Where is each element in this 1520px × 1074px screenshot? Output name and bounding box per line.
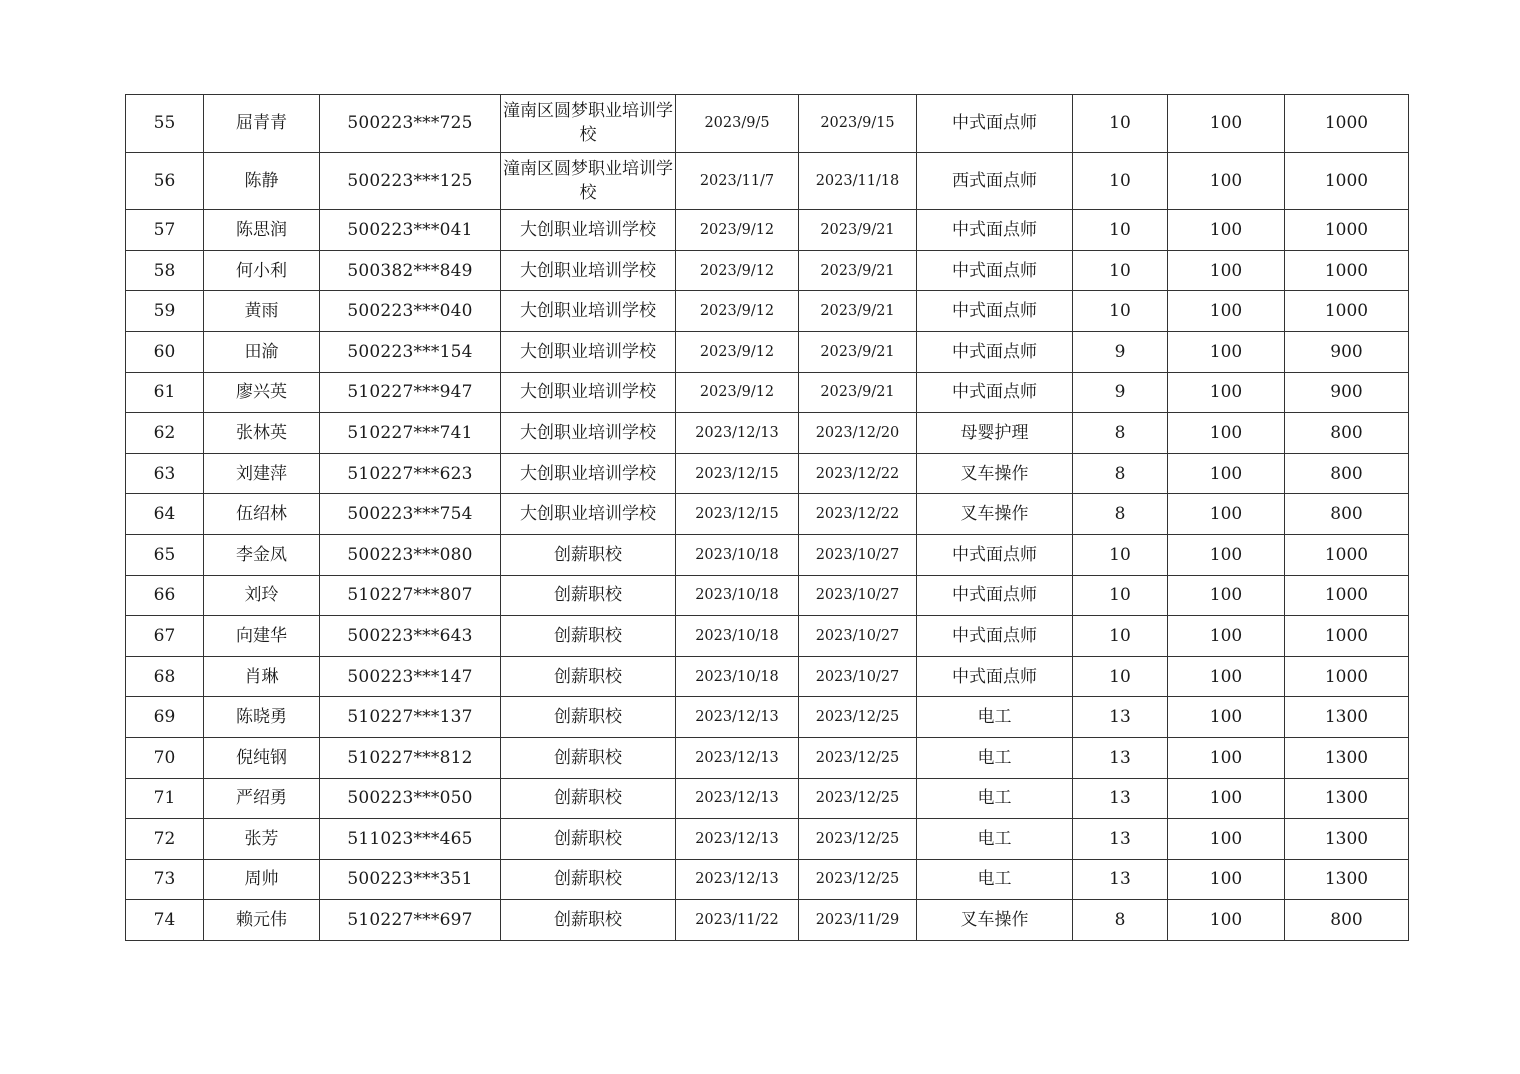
end-date-cell: 2023/10/27 <box>799 616 917 657</box>
table-body <box>126 95 1409 941</box>
amount-cell: 1300 <box>1285 697 1409 738</box>
table-row <box>126 331 1409 372</box>
name-cell: 何小利 <box>204 250 320 291</box>
course-cell: 电工 <box>917 697 1073 738</box>
start-date-cell: 2023/9/12 <box>676 291 799 332</box>
start-date-cell: 2023/9/12 <box>676 331 799 372</box>
end-date-cell: 2023/12/22 <box>799 453 917 494</box>
end-date-cell: 2023/9/21 <box>799 331 917 372</box>
course-cell: 中式面点师 <box>917 250 1073 291</box>
name-cell: 李金凤 <box>204 534 320 575</box>
id-number-cell: 500223***080 <box>320 534 501 575</box>
school-cell: 创薪职校 <box>501 819 676 860</box>
end-date-cell: 2023/9/21 <box>799 210 917 251</box>
end-date-cell: 2023/12/22 <box>799 494 917 535</box>
name-cell: 倪纯钢 <box>204 737 320 778</box>
name-cell: 黄雨 <box>204 291 320 332</box>
days-cell: 13 <box>1073 778 1168 819</box>
rate-cell: 100 <box>1168 210 1285 251</box>
rate-cell: 100 <box>1168 95 1285 153</box>
amount-cell: 1000 <box>1285 575 1409 616</box>
table-row <box>126 210 1409 251</box>
amount-cell: 1300 <box>1285 819 1409 860</box>
amount-cell: 1000 <box>1285 291 1409 332</box>
days-cell: 10 <box>1073 210 1168 251</box>
end-date-cell: 2023/12/20 <box>799 413 917 454</box>
row-number-cell: 66 <box>126 575 204 616</box>
start-date-cell: 2023/11/7 <box>676 152 799 210</box>
course-cell: 叉车操作 <box>917 453 1073 494</box>
school-cell: 创薪职校 <box>501 697 676 738</box>
row-number-cell: 60 <box>126 331 204 372</box>
end-date-cell: 2023/9/21 <box>799 250 917 291</box>
name-cell: 肖琳 <box>204 656 320 697</box>
table-row <box>126 494 1409 535</box>
id-number-cell: 510227***137 <box>320 697 501 738</box>
rate-cell: 100 <box>1168 778 1285 819</box>
start-date-cell: 2023/12/13 <box>676 778 799 819</box>
name-cell: 陈思润 <box>204 210 320 251</box>
amount-cell: 900 <box>1285 331 1409 372</box>
id-number-cell: 510227***812 <box>320 737 501 778</box>
end-date-cell: 2023/9/21 <box>799 291 917 332</box>
end-date-cell: 2023/12/25 <box>799 697 917 738</box>
end-date-cell: 2023/10/27 <box>799 534 917 575</box>
end-date-cell: 2023/11/18 <box>799 152 917 210</box>
start-date-cell: 2023/12/15 <box>676 453 799 494</box>
table-row <box>126 656 1409 697</box>
row-number-cell: 58 <box>126 250 204 291</box>
start-date-cell: 2023/9/12 <box>676 210 799 251</box>
name-cell: 向建华 <box>204 616 320 657</box>
school-cell: 创薪职校 <box>501 737 676 778</box>
name-cell: 严绍勇 <box>204 778 320 819</box>
id-number-cell: 500223***351 <box>320 859 501 900</box>
rate-cell: 100 <box>1168 250 1285 291</box>
name-cell: 周帅 <box>204 859 320 900</box>
name-cell: 廖兴英 <box>204 372 320 413</box>
name-cell: 陈静 <box>204 152 320 210</box>
school-cell: 大创职业培训学校 <box>501 372 676 413</box>
end-date-cell: 2023/12/25 <box>799 819 917 860</box>
school-cell: 创薪职校 <box>501 900 676 941</box>
start-date-cell: 2023/9/12 <box>676 250 799 291</box>
end-date-cell: 2023/12/25 <box>799 778 917 819</box>
name-cell: 屈青青 <box>204 95 320 153</box>
start-date-cell: 2023/10/18 <box>676 575 799 616</box>
course-cell: 电工 <box>917 859 1073 900</box>
school-cell: 创薪职校 <box>501 575 676 616</box>
start-date-cell: 2023/12/13 <box>676 697 799 738</box>
amount-cell: 800 <box>1285 900 1409 941</box>
days-cell: 10 <box>1073 250 1168 291</box>
name-cell: 张林英 <box>204 413 320 454</box>
rate-cell: 100 <box>1168 859 1285 900</box>
id-number-cell: 500223***050 <box>320 778 501 819</box>
rate-cell: 100 <box>1168 616 1285 657</box>
school-cell: 潼南区圆梦职业培训学校 <box>501 152 676 210</box>
start-date-cell: 2023/10/18 <box>676 656 799 697</box>
row-number-cell: 63 <box>126 453 204 494</box>
rate-cell: 100 <box>1168 737 1285 778</box>
rate-cell: 100 <box>1168 372 1285 413</box>
row-number-cell: 57 <box>126 210 204 251</box>
row-number-cell: 73 <box>126 859 204 900</box>
id-number-cell: 500223***147 <box>320 656 501 697</box>
days-cell: 10 <box>1073 616 1168 657</box>
table-row <box>126 291 1409 332</box>
rate-cell: 100 <box>1168 697 1285 738</box>
end-date-cell: 2023/12/25 <box>799 859 917 900</box>
rate-cell: 100 <box>1168 534 1285 575</box>
row-number-cell: 55 <box>126 95 204 153</box>
id-number-cell: 500382***849 <box>320 250 501 291</box>
id-number-cell: 510227***623 <box>320 453 501 494</box>
start-date-cell: 2023/12/13 <box>676 413 799 454</box>
days-cell: 8 <box>1073 453 1168 494</box>
amount-cell: 800 <box>1285 413 1409 454</box>
school-cell: 大创职业培训学校 <box>501 494 676 535</box>
rate-cell: 100 <box>1168 331 1285 372</box>
course-cell: 叉车操作 <box>917 494 1073 535</box>
id-number-cell: 510227***697 <box>320 900 501 941</box>
amount-cell: 1000 <box>1285 95 1409 153</box>
days-cell: 8 <box>1073 413 1168 454</box>
id-number-cell: 500223***040 <box>320 291 501 332</box>
days-cell: 8 <box>1073 494 1168 535</box>
course-cell: 中式面点师 <box>917 291 1073 332</box>
course-cell: 电工 <box>917 819 1073 860</box>
id-number-cell: 500223***125 <box>320 152 501 210</box>
table-row <box>126 575 1409 616</box>
amount-cell: 1300 <box>1285 859 1409 900</box>
id-number-cell: 510227***947 <box>320 372 501 413</box>
course-cell: 电工 <box>917 778 1073 819</box>
days-cell: 10 <box>1073 291 1168 332</box>
days-cell: 9 <box>1073 331 1168 372</box>
row-number-cell: 56 <box>126 152 204 210</box>
school-cell: 大创职业培训学校 <box>501 291 676 332</box>
start-date-cell: 2023/9/5 <box>676 95 799 153</box>
table-row <box>126 152 1409 210</box>
trainee-subsidy-table <box>125 94 1409 941</box>
amount-cell: 1300 <box>1285 778 1409 819</box>
table-row <box>126 250 1409 291</box>
school-cell: 大创职业培训学校 <box>501 250 676 291</box>
days-cell: 13 <box>1073 859 1168 900</box>
table-row <box>126 413 1409 454</box>
table-row <box>126 616 1409 657</box>
course-cell: 中式面点师 <box>917 656 1073 697</box>
start-date-cell: 2023/12/15 <box>676 494 799 535</box>
school-cell: 创薪职校 <box>501 616 676 657</box>
end-date-cell: 2023/9/15 <box>799 95 917 153</box>
table-row <box>126 819 1409 860</box>
row-number-cell: 68 <box>126 656 204 697</box>
course-cell: 中式面点师 <box>917 372 1073 413</box>
rate-cell: 100 <box>1168 413 1285 454</box>
amount-cell: 1300 <box>1285 737 1409 778</box>
course-cell: 电工 <box>917 737 1073 778</box>
rate-cell: 100 <box>1168 291 1285 332</box>
days-cell: 10 <box>1073 656 1168 697</box>
days-cell: 13 <box>1073 737 1168 778</box>
amount-cell: 1000 <box>1285 152 1409 210</box>
school-cell: 创薪职校 <box>501 534 676 575</box>
row-number-cell: 64 <box>126 494 204 535</box>
start-date-cell: 2023/10/18 <box>676 534 799 575</box>
row-number-cell: 62 <box>126 413 204 454</box>
table-row <box>126 737 1409 778</box>
amount-cell: 1000 <box>1285 534 1409 575</box>
id-number-cell: 500223***041 <box>320 210 501 251</box>
table-row <box>126 95 1409 153</box>
amount-cell: 1000 <box>1285 656 1409 697</box>
start-date-cell: 2023/10/18 <box>676 616 799 657</box>
id-number-cell: 500223***754 <box>320 494 501 535</box>
days-cell: 13 <box>1073 819 1168 860</box>
school-cell: 潼南区圆梦职业培训学校 <box>501 95 676 153</box>
row-number-cell: 72 <box>126 819 204 860</box>
amount-cell: 1000 <box>1285 250 1409 291</box>
course-cell: 中式面点师 <box>917 616 1073 657</box>
row-number-cell: 74 <box>126 900 204 941</box>
start-date-cell: 2023/12/13 <box>676 819 799 860</box>
name-cell: 伍绍林 <box>204 494 320 535</box>
end-date-cell: 2023/9/21 <box>799 372 917 413</box>
table-row <box>126 900 1409 941</box>
row-number-cell: 70 <box>126 737 204 778</box>
days-cell: 9 <box>1073 372 1168 413</box>
table-row <box>126 534 1409 575</box>
school-cell: 大创职业培训学校 <box>501 413 676 454</box>
end-date-cell: 2023/10/27 <box>799 575 917 616</box>
id-number-cell: 500223***725 <box>320 95 501 153</box>
days-cell: 10 <box>1073 575 1168 616</box>
end-date-cell: 2023/11/29 <box>799 900 917 941</box>
name-cell: 刘建萍 <box>204 453 320 494</box>
name-cell: 赖元伟 <box>204 900 320 941</box>
rate-cell: 100 <box>1168 453 1285 494</box>
name-cell: 陈晓勇 <box>204 697 320 738</box>
school-cell: 大创职业培训学校 <box>501 453 676 494</box>
row-number-cell: 71 <box>126 778 204 819</box>
school-cell: 创薪职校 <box>501 859 676 900</box>
rate-cell: 100 <box>1168 494 1285 535</box>
rate-cell: 100 <box>1168 575 1285 616</box>
table-row <box>126 697 1409 738</box>
rate-cell: 100 <box>1168 152 1285 210</box>
table-row <box>126 778 1409 819</box>
amount-cell: 800 <box>1285 453 1409 494</box>
table-row <box>126 372 1409 413</box>
row-number-cell: 69 <box>126 697 204 738</box>
start-date-cell: 2023/11/22 <box>676 900 799 941</box>
row-number-cell: 67 <box>126 616 204 657</box>
school-cell: 创薪职校 <box>501 778 676 819</box>
start-date-cell: 2023/12/13 <box>676 859 799 900</box>
rate-cell: 100 <box>1168 656 1285 697</box>
course-cell: 中式面点师 <box>917 331 1073 372</box>
start-date-cell: 2023/9/12 <box>676 372 799 413</box>
course-cell: 中式面点师 <box>917 210 1073 251</box>
name-cell: 田渝 <box>204 331 320 372</box>
days-cell: 10 <box>1073 534 1168 575</box>
id-number-cell: 500223***154 <box>320 331 501 372</box>
school-cell: 大创职业培训学校 <box>501 331 676 372</box>
course-cell: 中式面点师 <box>917 575 1073 616</box>
end-date-cell: 2023/10/27 <box>799 656 917 697</box>
id-number-cell: 500223***643 <box>320 616 501 657</box>
rate-cell: 100 <box>1168 900 1285 941</box>
course-cell: 叉车操作 <box>917 900 1073 941</box>
days-cell: 8 <box>1073 900 1168 941</box>
table-row <box>126 859 1409 900</box>
course-cell: 中式面点师 <box>917 534 1073 575</box>
amount-cell: 1000 <box>1285 210 1409 251</box>
course-cell: 西式面点师 <box>917 152 1073 210</box>
amount-cell: 800 <box>1285 494 1409 535</box>
school-cell: 大创职业培训学校 <box>501 210 676 251</box>
end-date-cell: 2023/12/25 <box>799 737 917 778</box>
course-cell: 母婴护理 <box>917 413 1073 454</box>
name-cell: 张芳 <box>204 819 320 860</box>
days-cell: 13 <box>1073 697 1168 738</box>
rate-cell: 100 <box>1168 819 1285 860</box>
days-cell: 10 <box>1073 95 1168 153</box>
amount-cell: 1000 <box>1285 616 1409 657</box>
row-number-cell: 65 <box>126 534 204 575</box>
id-number-cell: 510227***741 <box>320 413 501 454</box>
row-number-cell: 59 <box>126 291 204 332</box>
id-number-cell: 510227***807 <box>320 575 501 616</box>
days-cell: 10 <box>1073 152 1168 210</box>
course-cell: 中式面点师 <box>917 95 1073 153</box>
name-cell: 刘玲 <box>204 575 320 616</box>
table-row <box>126 453 1409 494</box>
start-date-cell: 2023/12/13 <box>676 737 799 778</box>
row-number-cell: 61 <box>126 372 204 413</box>
school-cell: 创薪职校 <box>501 656 676 697</box>
id-number-cell: 511023***465 <box>320 819 501 860</box>
amount-cell: 900 <box>1285 372 1409 413</box>
